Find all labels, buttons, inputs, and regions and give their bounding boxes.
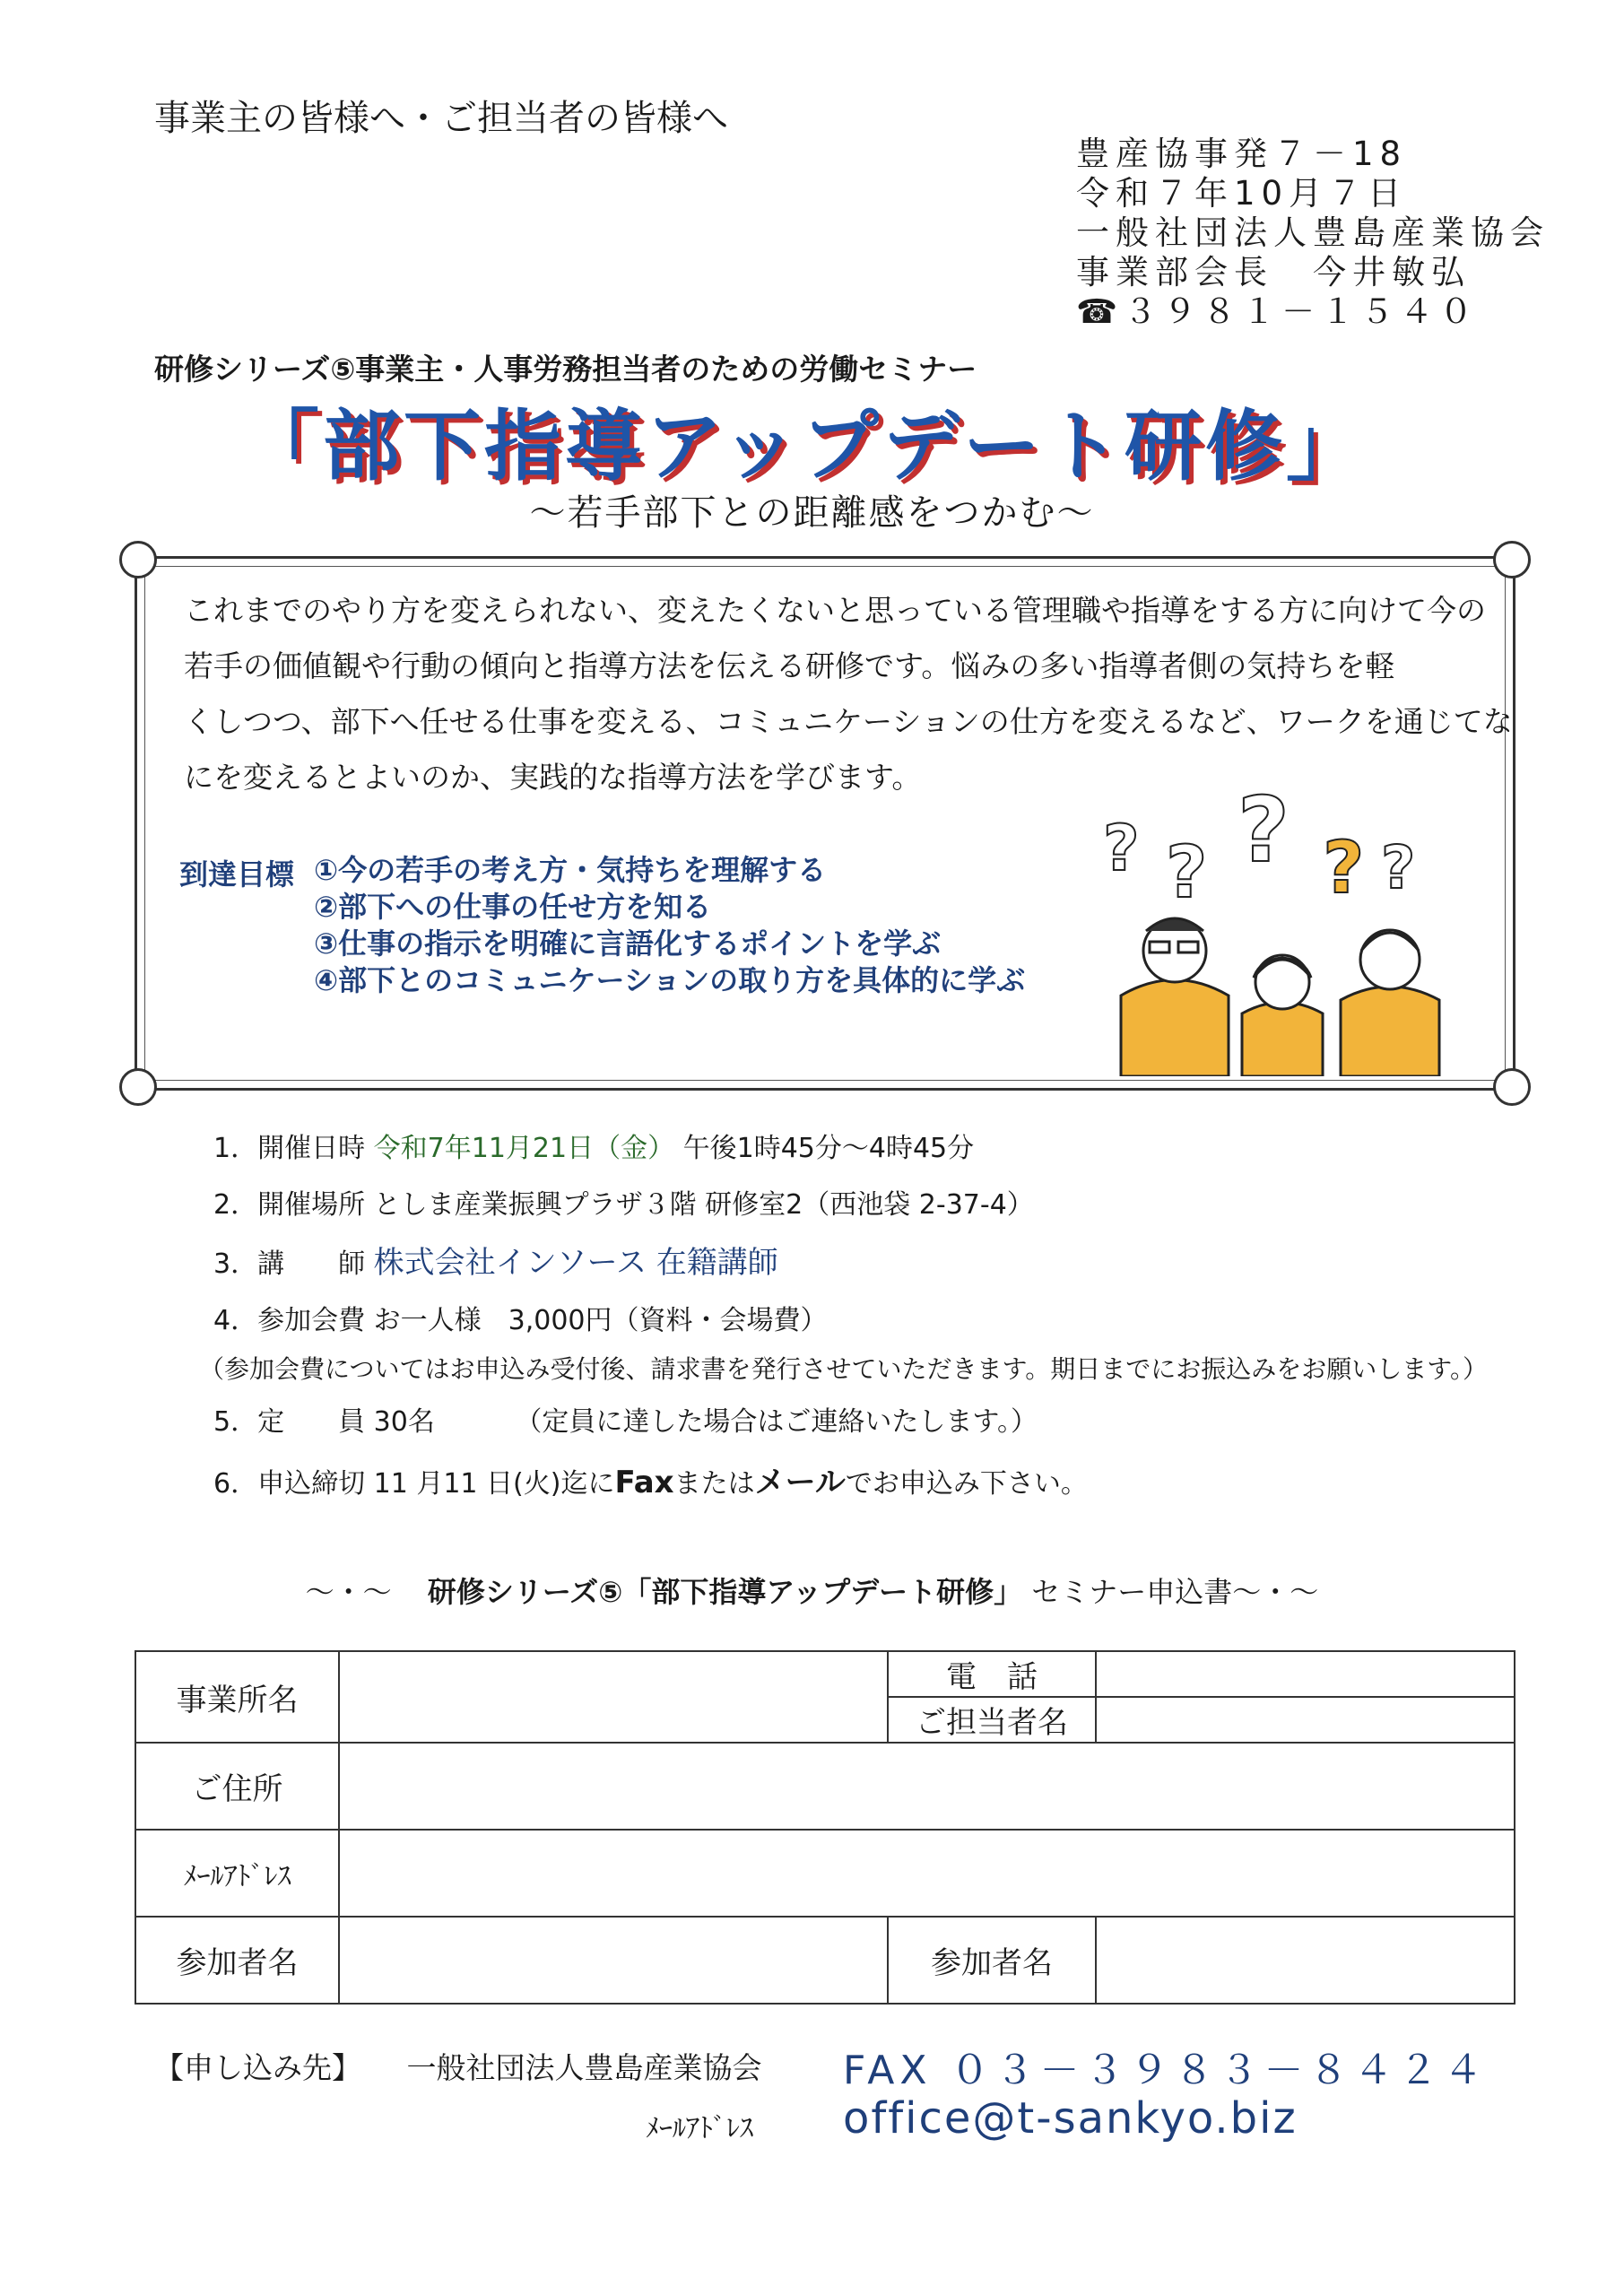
question-mark-icon: ? bbox=[1103, 812, 1140, 885]
participant-field-1[interactable] bbox=[339, 1917, 888, 2004]
phone-label: 電 話 bbox=[888, 1651, 1096, 1697]
venue: としま産業振興プラザ３階 研修室2（西池袋 2-37-4） bbox=[373, 1189, 1034, 1221]
detail-date: 1．開催日時 令和7年11月21日（金） 午後1時45分～4時45分 bbox=[213, 1133, 975, 1164]
question-mark-icon: ? bbox=[1238, 789, 1290, 883]
email-field[interactable] bbox=[339, 1830, 1515, 1917]
mail-label: ﾒｰﾙｱﾄﾞﾚｽ bbox=[646, 2113, 753, 2144]
description-line: くしつつ、部下へ任せる仕事を変える、コミュニケーションの仕方を変えるなど、ワークを通じてな bbox=[184, 704, 1513, 739]
detail-venue: 2．開催場所 としま産業振興プラザ３階 研修室2（西池袋 2-37-4） bbox=[213, 1189, 1034, 1221]
office-name-field[interactable] bbox=[339, 1651, 888, 1743]
description-line: 若手の価値観や行動の傾向と指導方法を伝える研修です。悩みの多い指導者側の気持ちを軽 bbox=[184, 648, 1395, 683]
illustration bbox=[1085, 789, 1480, 1076]
businesswoman-icon bbox=[1242, 955, 1323, 1076]
goals-list bbox=[314, 852, 1025, 999]
sender-person: 事業部会長 今井敏弘 bbox=[1076, 253, 1471, 291]
series-title: 研修シリーズ⑤事業主・人事労務担当者のための労働セミナー bbox=[154, 352, 977, 387]
apply-org: 一般社団法人豊島産業協会 bbox=[406, 2050, 762, 2085]
fee-note: （参加会費についてはお申込み受付後、請求書を発行させていただきます。期日までにお振込みをお願いします。） bbox=[199, 1354, 1488, 1384]
phone-field[interactable] bbox=[1096, 1651, 1515, 1697]
subtitle: ～若手部下との距離感をつかむ～ bbox=[529, 492, 1095, 534]
goal-item: ②部下への仕事の任せ方を知る bbox=[314, 890, 712, 924]
apply-label: 【申し込み先】 bbox=[154, 2050, 361, 2085]
application-form bbox=[135, 1650, 1515, 2005]
event-date: 令和7年11月21日（金） bbox=[373, 1133, 675, 1164]
sender-block bbox=[1076, 135, 1550, 332]
addressee: 事業主の皆様へ・ご担当者の皆様へ bbox=[154, 98, 728, 139]
capacity: 30名 bbox=[373, 1406, 435, 1438]
participant-label-2: 参加者名 bbox=[888, 1917, 1096, 2004]
lecturer: 株式会社インソース 在籍講師 bbox=[373, 1245, 778, 1281]
description-line: にを変えるとよいのか、実践的な指導方法を学びます。 bbox=[184, 760, 922, 795]
address-field[interactable] bbox=[339, 1743, 1515, 1830]
contact-field[interactable] bbox=[1096, 1697, 1515, 1743]
businessman-icon bbox=[1341, 930, 1439, 1076]
form-heading: ～・～ 研修シリーズ⑤「部下指導アップデート研修」 セミナー申込書～・～ bbox=[305, 1575, 1319, 1609]
sender-phone: ☎３９８１－１５４０ bbox=[1076, 292, 1480, 331]
description-line: これまでのやり方を変えられない、変えたくないと思っている管理職や指導をする方に向けて今の bbox=[184, 593, 1486, 628]
detail-fee: 4．参加会費 お一人様 3,000円（資料・会場費） bbox=[213, 1305, 828, 1336]
address-label: ご住所 bbox=[135, 1743, 339, 1830]
question-mark-icon: ? bbox=[1166, 831, 1208, 914]
office-name-label: 事業所名 bbox=[135, 1651, 339, 1743]
participant-field-2[interactable] bbox=[1096, 1917, 1515, 2004]
main-title: 「部下指導アップデート研修」 bbox=[242, 402, 1367, 491]
doc-number: 豊産協事発７－18 bbox=[1076, 135, 1408, 173]
frame-corner bbox=[1493, 1068, 1531, 1106]
frame-corner bbox=[119, 1068, 157, 1106]
event-time: 午後1時45分～4時45分 bbox=[682, 1133, 975, 1164]
fee: お一人様 3,000円（資料・会場費） bbox=[373, 1305, 828, 1336]
participant-label-1: 参加者名 bbox=[135, 1917, 339, 2004]
question-mark-icon: ? bbox=[1323, 826, 1365, 909]
frame-corner bbox=[1493, 541, 1531, 578]
detail-capacity: 5．定 員 30名 （定員に達した場合はご連絡いたします。） bbox=[213, 1406, 1038, 1438]
goal-item: ③仕事の指示を明確に言語化するポイントを学ぶ bbox=[314, 926, 942, 961]
question-mark-icon: ? bbox=[1381, 833, 1416, 902]
goals-label: 到達目標 bbox=[179, 857, 295, 891]
frame-corner bbox=[119, 541, 157, 578]
detail-lecturer: 3．講 師 株式会社インソース 在籍講師 bbox=[213, 1245, 778, 1281]
fax-number: FAX ０３－３９８３－８４２４ bbox=[843, 2048, 1489, 2093]
mail-address[interactable]: office@t-sankyo.biz bbox=[843, 2093, 1298, 2144]
sender-org: 一般社団法人豊島産業協会 bbox=[1076, 213, 1550, 252]
capacity-note: （定員に達した場合はご連絡いたします。） bbox=[515, 1406, 1038, 1438]
email-label: ﾒｰﾙｱﾄﾞﾚｽ bbox=[135, 1830, 339, 1917]
contact-label: ご担当者名 bbox=[888, 1697, 1096, 1743]
detail-deadline: 6．申込締切 11 月11 日(火)迄にFaxまたはメールでお申込み下さい。 bbox=[213, 1465, 1088, 1500]
goal-item: ①今の若手の考え方・気持ちを理解する bbox=[314, 853, 827, 887]
goal-item: ④部下とのコミュニケーションの取り方を具体的に学ぶ bbox=[314, 963, 1026, 997]
apply-to bbox=[154, 2045, 762, 2087]
issue-date: 令和７年10月７日 bbox=[1076, 174, 1408, 213]
businessman-icon bbox=[1121, 918, 1229, 1076]
description bbox=[184, 583, 1513, 805]
